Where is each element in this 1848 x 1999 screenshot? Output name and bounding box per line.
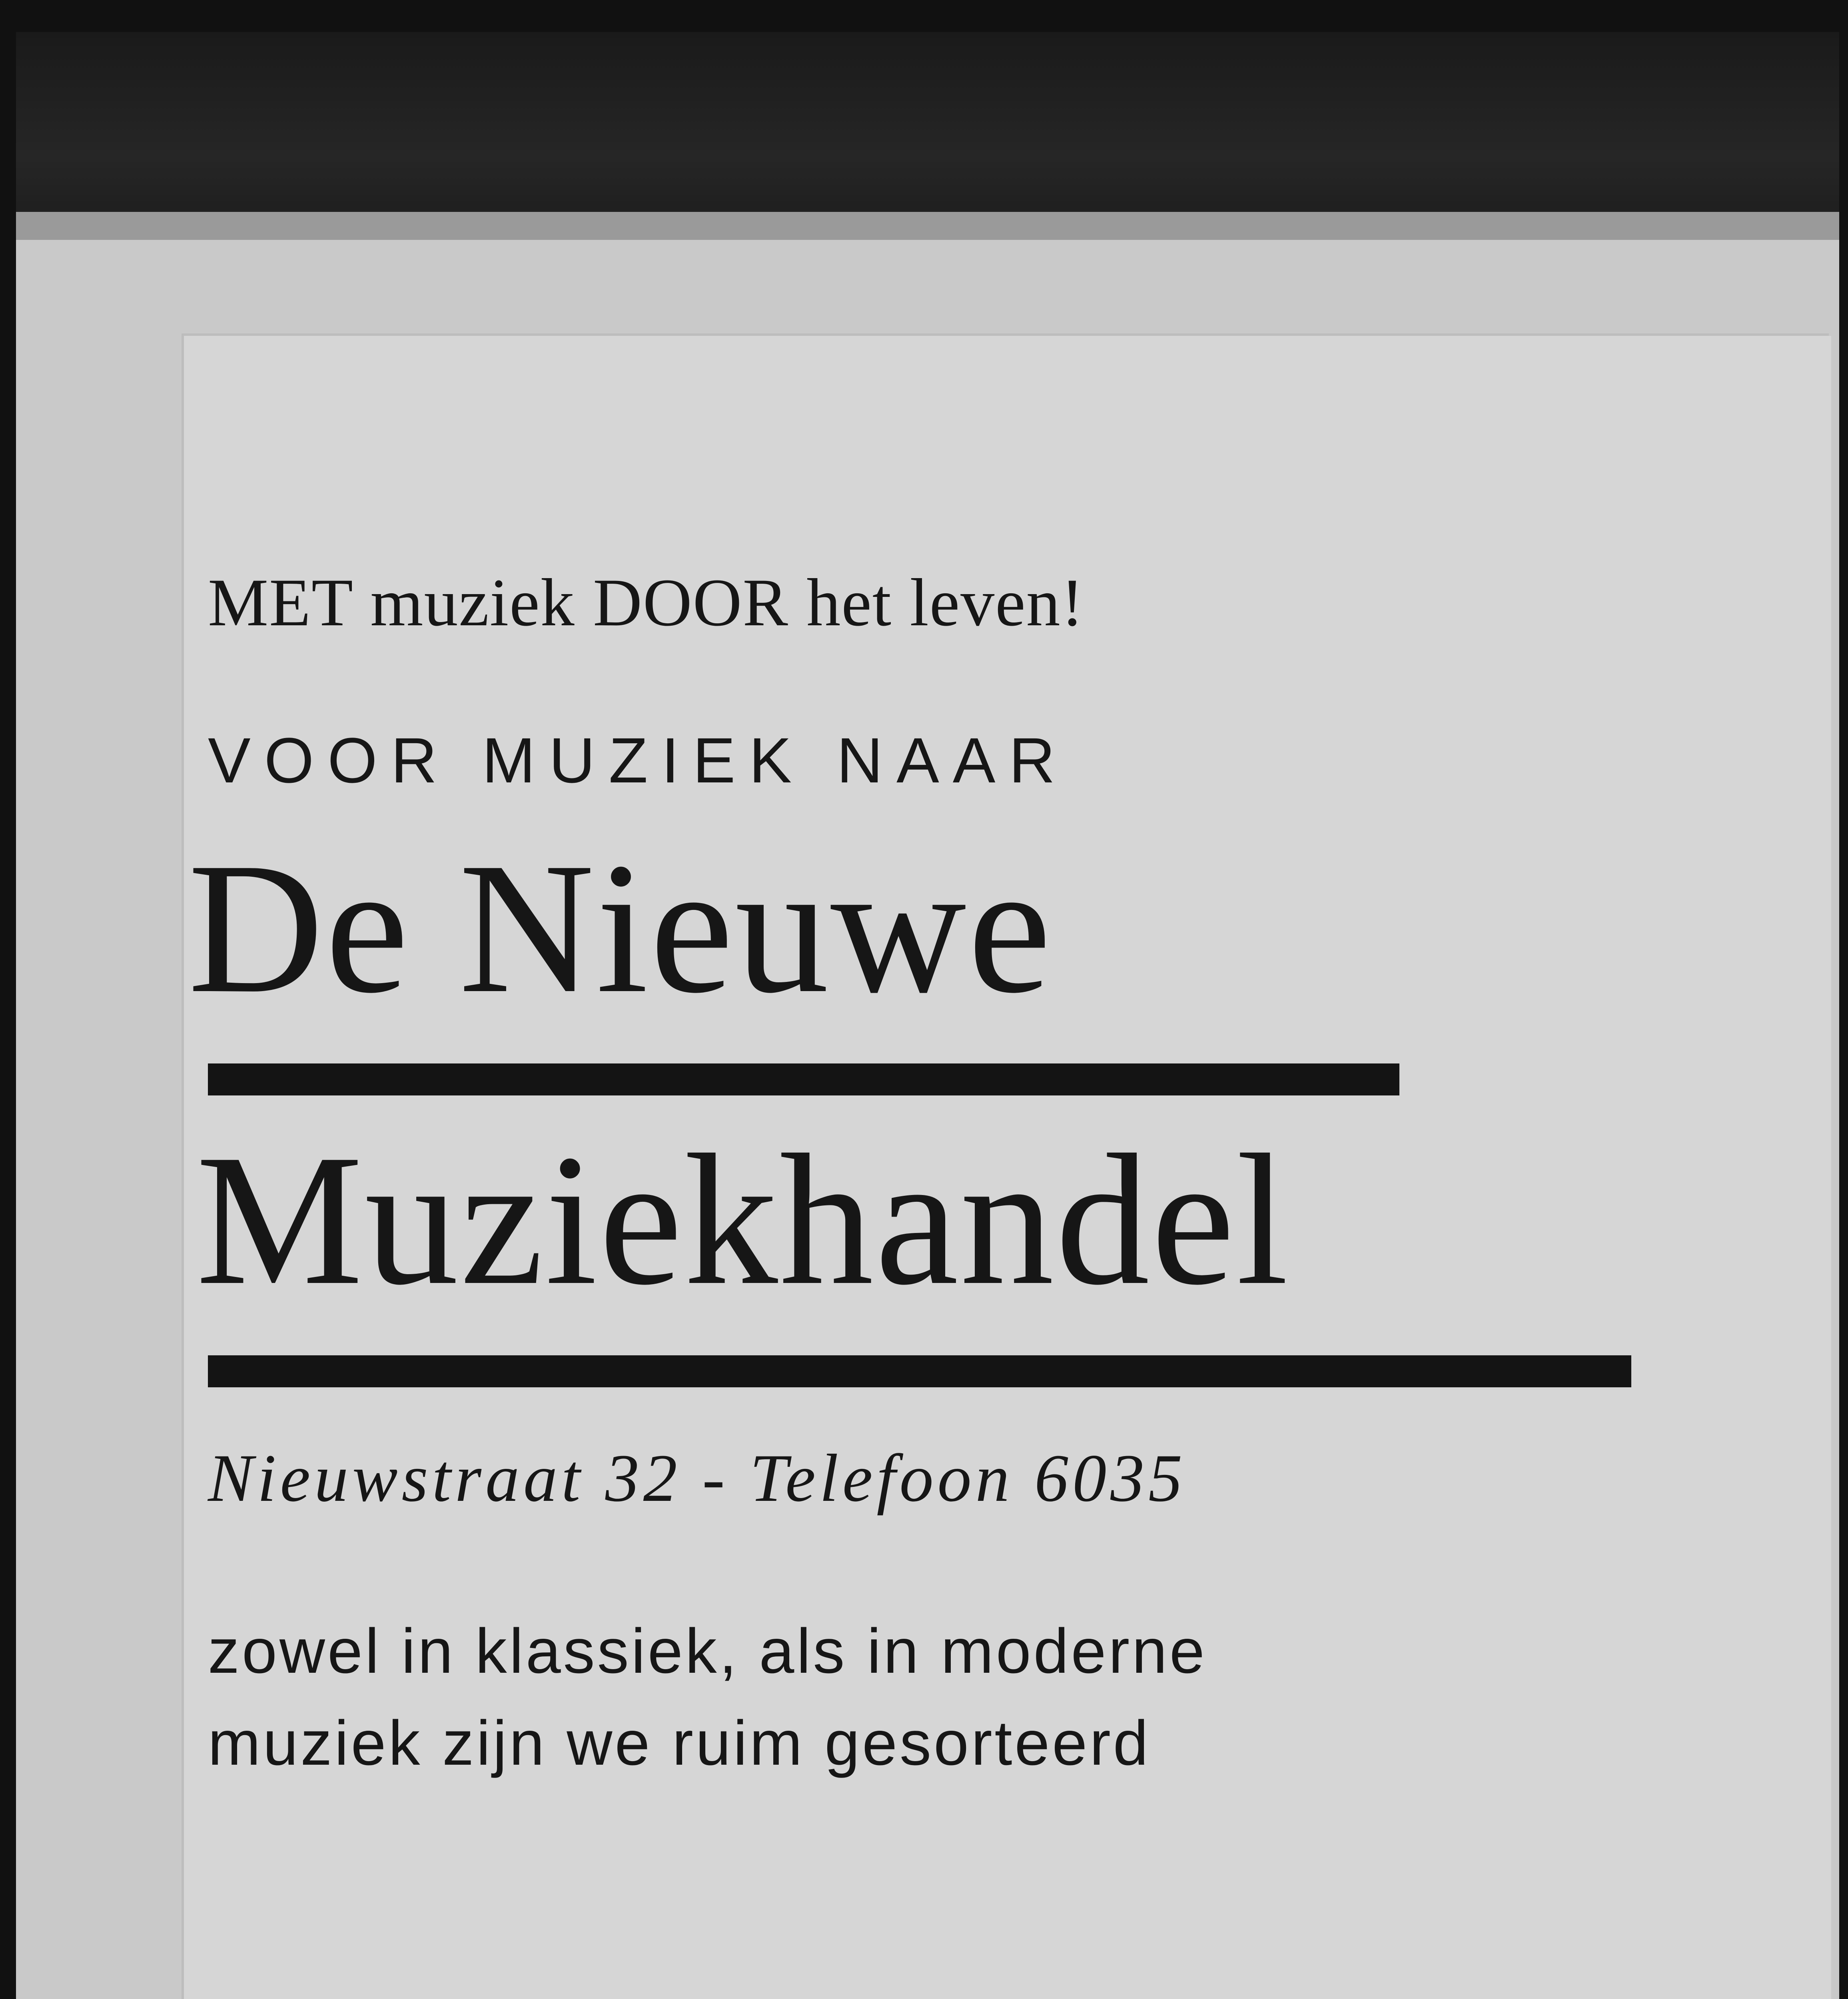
address-text: Nieuwstraat 32 - Telefoon 6035 — [208, 1440, 1187, 1516]
shop-name-line2: Muziekhandel — [196, 1115, 1290, 1324]
slogan-text: MET muziek DOOR het leven! — [208, 565, 1085, 640]
description-line1: zowel in klassiek, als in moderne — [208, 1616, 1207, 1686]
description-line2: muziek zijn we ruim gesorteerd — [208, 1708, 1151, 1778]
divider-bar-bottom — [208, 1355, 1631, 1387]
grey-band — [16, 212, 1839, 240]
divider-bar-top — [208, 1063, 1399, 1095]
shop-name-line1: De Nieuwe — [188, 824, 1053, 1032]
intro-text: VOOR MUZIEK NAAR — [208, 724, 1069, 796]
dark-top-strip — [16, 32, 1839, 240]
